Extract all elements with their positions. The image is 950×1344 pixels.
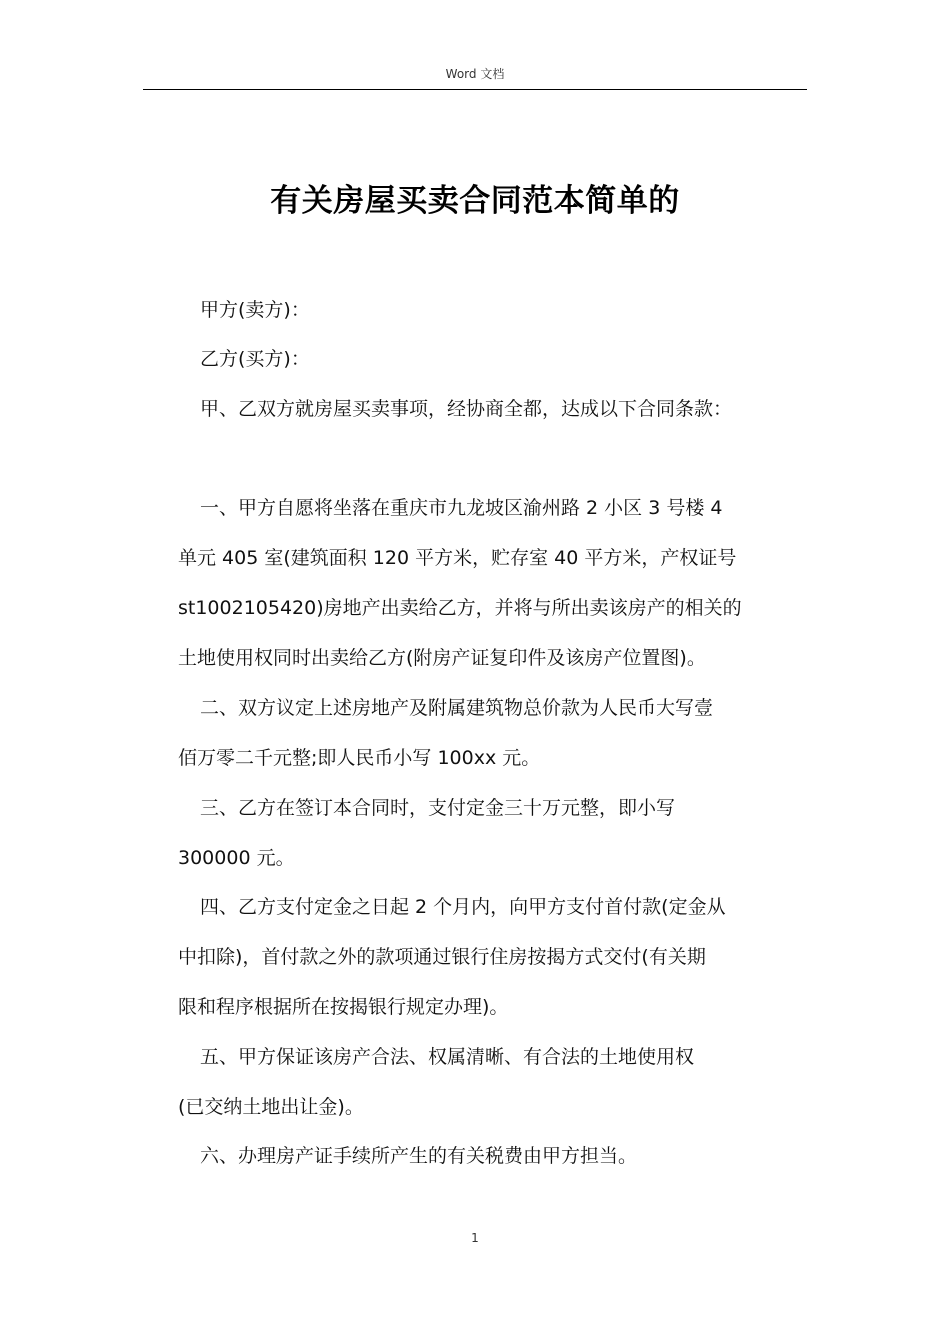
header-text: Word 文档	[445, 67, 505, 81]
page-number: 1	[471, 1231, 479, 1245]
clause-1-line-2: 单元 405 室(建筑面积 120 平方米，贮存室 40 平方米，产权证号	[178, 547, 737, 569]
clause-4-line-2: 中扣除)，首付款之外的款项通过银行住房按揭方式交付(有关期	[178, 946, 706, 968]
clause-3-line-1: 三、乙方在签订本合同时，支付定金三十万元整，即小写	[200, 797, 676, 819]
intro-line: 甲、乙双方就房屋买卖事项，经协商全都，达成以下合同条款：	[200, 398, 733, 420]
clause-1-line-4: 土地使用权同时出卖给乙方(附房产证复印件及该房产位置图)。	[178, 647, 706, 669]
clause-3-line-2: 300000 元。	[178, 847, 295, 869]
clause-5-line-2: (已交纳土地出让金)。	[178, 1096, 364, 1118]
document-title: 有关房屋买卖合同范本简单的	[270, 182, 680, 219]
clause-1-line-1: 一、甲方自愿将坐落在重庆市九龙坡区渝州路 2 小区 3 号楼 4	[200, 497, 723, 519]
clause-5-line-1: 五、甲方保证该房产合法、权属清晰、有合法的土地使用权	[200, 1046, 695, 1068]
page-header	[143, 66, 807, 90]
clause-6-line-1: 六、办理房产证手续所产生的有关税费由甲方担当。	[200, 1145, 638, 1167]
party-a-line: 甲方(卖方)：	[200, 299, 310, 321]
clause-4-line-1: 四、乙方支付定金之日起 2 个月内，向甲方支付首付款(定金从	[200, 896, 726, 918]
party-b-line: 乙方(买方)：	[200, 348, 310, 370]
clause-1-line-3: st1002105420)房地产出卖给乙方，并将与所出卖该房产的相关的	[178, 597, 742, 619]
clause-2-line-2: 佰万零二千元整;即人民币小写 100xx 元。	[178, 747, 541, 769]
clause-2-line-1: 二、双方议定上述房地产及附属建筑物总价款为人民币大写壹	[200, 697, 714, 719]
clause-4-line-3: 限和程序根据所在按揭银行规定办理)。	[178, 996, 509, 1018]
